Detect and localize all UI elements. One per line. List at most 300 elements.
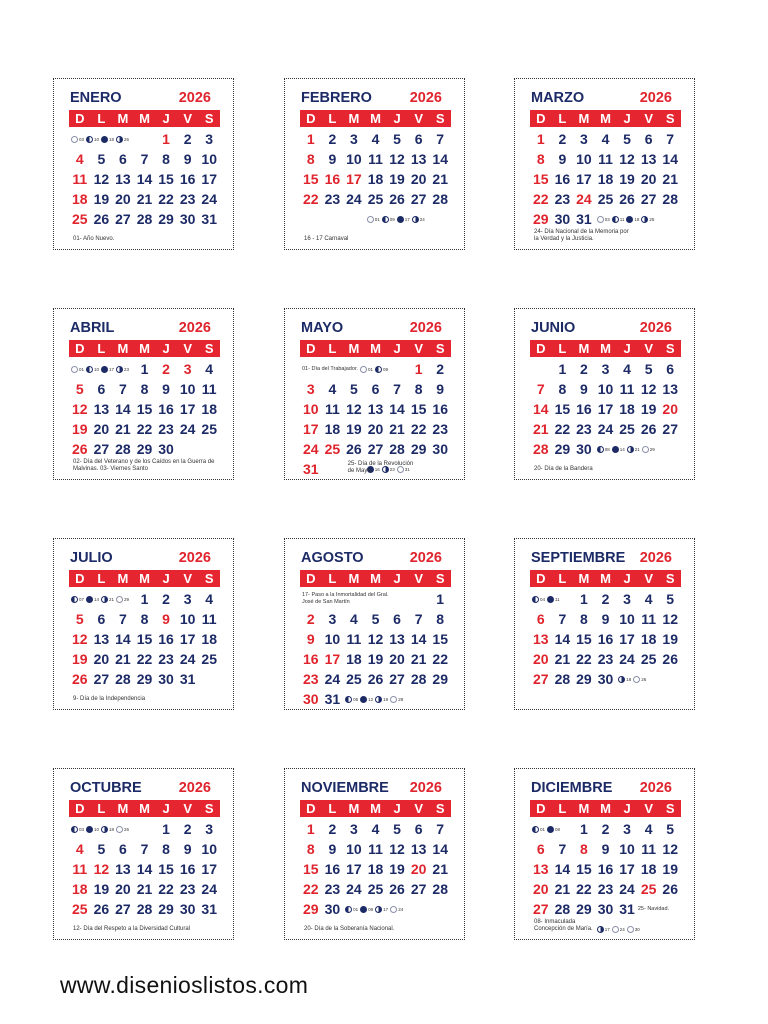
day-cell[interactable]: 10 — [179, 611, 196, 627]
day-cell[interactable]: 24 — [619, 881, 635, 897]
day-cell[interactable]: 10 — [597, 381, 614, 397]
day-cell[interactable]: 17 — [179, 631, 196, 647]
day-cell[interactable]: 9 — [306, 631, 315, 647]
day-cell[interactable]: 6 — [414, 131, 423, 147]
day-cell[interactable]: 20 — [662, 401, 678, 417]
day-cell[interactable]: 15 — [302, 861, 319, 877]
day-cell[interactable]: 20 — [532, 651, 549, 667]
day-cell[interactable]: 5 — [666, 591, 675, 607]
day-cell[interactable]: 17 — [619, 631, 635, 647]
day-cell[interactable]: 22 — [158, 881, 174, 897]
day-cell[interactable]: 16 — [158, 401, 174, 417]
day-cell[interactable]: 11 — [201, 381, 217, 397]
day-cell[interactable]: 22 — [554, 421, 571, 437]
day-cell[interactable]: 24 — [179, 421, 196, 437]
day-cell[interactable]: 23 — [597, 651, 614, 667]
day-cell[interactable]: 14 — [532, 401, 549, 417]
day-cell[interactable]: 31 — [201, 211, 217, 227]
day-cell[interactable]: 21 — [389, 421, 405, 437]
day-cell[interactable]: 16 — [158, 631, 174, 647]
day-cell[interactable]: 20 — [93, 651, 110, 667]
day-cell[interactable]: 15 — [158, 171, 174, 187]
day-cell[interactable]: 19 — [389, 861, 405, 877]
day-cell[interactable]: 13 — [410, 841, 427, 857]
day-cell[interactable]: 19 — [619, 171, 635, 187]
day-cell[interactable]: 16 — [302, 651, 319, 667]
day-cell[interactable]: 7 — [119, 381, 127, 397]
day-cell[interactable]: 5 — [97, 841, 106, 857]
day-cell[interactable]: 7 — [393, 381, 401, 397]
day-cell[interactable]: 1 — [436, 591, 445, 607]
day-cell[interactable]: 15 — [158, 861, 174, 877]
day-cell[interactable]: 6 — [393, 611, 401, 627]
day-cell[interactable]: 29 — [410, 441, 427, 457]
day-cell[interactable]: 17 — [201, 171, 217, 187]
day-cell[interactable]: 11 — [72, 171, 88, 187]
day-cell[interactable]: 30 — [554, 211, 571, 227]
day-cell[interactable]: 10 — [201, 841, 217, 857]
day-cell[interactable]: 25 — [201, 651, 217, 667]
day-cell[interactable]: 7 — [558, 611, 567, 627]
day-cell[interactable]: 13 — [389, 631, 405, 647]
day-cell[interactable]: 10 — [201, 151, 217, 167]
day-cell[interactable]: 1 — [580, 591, 588, 607]
day-cell[interactable]: 1 — [414, 361, 423, 377]
day-cell[interactable]: 12 — [71, 631, 88, 647]
day-cell[interactable]: 8 — [580, 841, 588, 857]
day-cell[interactable]: 29 — [576, 671, 592, 687]
day-cell[interactable]: 16 — [324, 171, 341, 187]
day-cell[interactable]: 11 — [201, 611, 217, 627]
day-cell[interactable]: 14 — [136, 861, 153, 877]
day-cell[interactable]: 12 — [93, 861, 110, 877]
day-cell[interactable]: 5 — [75, 611, 84, 627]
day-cell[interactable]: 25 — [619, 421, 635, 437]
day-cell[interactable]: 21 — [432, 861, 448, 877]
day-cell[interactable]: 11 — [72, 861, 88, 877]
day-cell[interactable]: 9 — [558, 151, 567, 167]
day-cell[interactable]: 26 — [346, 441, 362, 457]
day-cell[interactable]: 10 — [346, 841, 362, 857]
day-cell[interactable]: 27 — [532, 671, 549, 687]
day-cell[interactable]: 26 — [389, 881, 405, 897]
day-cell[interactable]: 15 — [576, 631, 592, 647]
day-cell[interactable]: 2 — [328, 821, 337, 837]
day-cell[interactable]: 30 — [432, 441, 448, 457]
day-cell[interactable]: 6 — [371, 381, 380, 397]
day-cell[interactable]: 3 — [183, 361, 192, 377]
day-cell[interactable]: 19 — [93, 191, 110, 207]
day-cell[interactable]: 25 — [71, 211, 88, 227]
day-cell[interactable]: 28 — [389, 441, 405, 457]
day-cell[interactable]: 21 — [115, 651, 131, 667]
day-cell[interactable]: 17 — [597, 401, 614, 417]
day-cell[interactable]: 29 — [554, 441, 571, 457]
day-cell[interactable]: 26 — [389, 191, 405, 207]
day-cell[interactable]: 2 — [601, 821, 610, 837]
day-cell[interactable]: 5 — [393, 821, 401, 837]
day-cell[interactable]: 20 — [367, 421, 384, 437]
day-cell[interactable]: 5 — [666, 821, 675, 837]
day-cell[interactable]: 12 — [640, 381, 657, 397]
day-cell[interactable]: 7 — [140, 841, 149, 857]
day-cell[interactable]: 4 — [205, 591, 214, 607]
day-cell[interactable]: 18 — [619, 401, 635, 417]
day-cell[interactable]: 18 — [324, 421, 341, 437]
day-cell[interactable]: 12 — [389, 841, 405, 857]
day-cell[interactable]: 8 — [306, 841, 315, 857]
day-cell[interactable]: 1 — [306, 131, 315, 147]
day-cell[interactable]: 2 — [183, 821, 192, 837]
day-cell[interactable]: 5 — [644, 361, 653, 377]
day-cell[interactable]: 4 — [644, 821, 653, 837]
day-cell[interactable]: 6 — [97, 611, 106, 627]
day-cell[interactable]: 21 — [115, 421, 131, 437]
day-cell[interactable]: 2 — [162, 591, 170, 607]
day-cell[interactable]: 18 — [201, 401, 217, 417]
day-cell[interactable]: 15 — [576, 861, 592, 877]
day-cell[interactable]: 27 — [93, 671, 110, 687]
day-cell[interactable]: 4 — [623, 361, 631, 377]
day-cell[interactable]: 26 — [71, 441, 88, 457]
day-cell[interactable]: 24 — [576, 191, 592, 207]
day-cell[interactable]: 4 — [371, 131, 380, 147]
day-cell[interactable]: 6 — [414, 821, 423, 837]
day-cell[interactable]: 19 — [71, 421, 88, 437]
day-cell[interactable]: 3 — [328, 611, 337, 627]
day-cell[interactable]: 25 — [71, 901, 88, 917]
day-cell[interactable]: 27 — [115, 211, 131, 227]
day-cell[interactable]: 3 — [601, 361, 610, 377]
day-cell[interactable]: 3 — [350, 131, 358, 147]
day-cell[interactable]: 27 — [410, 191, 427, 207]
day-cell[interactable]: 11 — [324, 401, 340, 417]
day-cell[interactable]: 10 — [179, 381, 196, 397]
day-cell[interactable]: 18 — [640, 631, 657, 647]
day-cell[interactable]: 13 — [115, 171, 131, 187]
day-cell[interactable]: 9 — [601, 841, 610, 857]
day-cell[interactable]: 3 — [350, 821, 358, 837]
day-cell[interactable]: 6 — [536, 841, 545, 857]
day-cell[interactable]: 17 — [346, 861, 362, 877]
day-cell[interactable]: 21 — [136, 191, 153, 207]
day-cell[interactable]: 4 — [350, 611, 358, 627]
day-cell[interactable]: 26 — [93, 901, 110, 917]
day-cell[interactable]: 21 — [662, 171, 678, 187]
day-cell[interactable]: 30 — [179, 211, 196, 227]
day-cell[interactable]: 30 — [324, 901, 341, 917]
day-cell[interactable]: 3 — [306, 381, 315, 397]
day-cell[interactable]: 25 — [367, 191, 384, 207]
day-cell[interactable]: 2 — [580, 361, 588, 377]
day-cell[interactable]: 30 — [302, 691, 319, 707]
day-cell[interactable]: 13 — [532, 631, 549, 647]
day-cell[interactable]: 16 — [432, 401, 448, 417]
day-cell[interactable]: 1 — [580, 821, 588, 837]
day-cell[interactable]: 14 — [115, 401, 131, 417]
day-cell[interactable]: 18 — [367, 171, 384, 187]
day-cell[interactable]: 24 — [324, 671, 341, 687]
day-cell[interactable]: 23 — [302, 671, 319, 687]
day-cell[interactable]: 30 — [179, 901, 196, 917]
day-cell[interactable]: 6 — [119, 151, 127, 167]
day-cell[interactable]: 4 — [644, 591, 653, 607]
day-cell[interactable]: 31 — [302, 461, 319, 477]
day-cell[interactable]: 17 — [179, 401, 196, 417]
day-cell[interactable]: 23 — [597, 881, 614, 897]
day-cell[interactable]: 23 — [324, 191, 341, 207]
day-cell[interactable]: 8 — [436, 611, 445, 627]
day-cell[interactable]: 1 — [140, 361, 149, 377]
day-cell[interactable]: 16 — [179, 171, 196, 187]
day-cell[interactable]: 18 — [597, 171, 614, 187]
day-cell[interactable]: 19 — [367, 651, 384, 667]
day-cell[interactable]: 11 — [641, 611, 657, 627]
day-cell[interactable]: 14 — [554, 861, 571, 877]
day-cell[interactable]: 22 — [410, 421, 427, 437]
day-cell[interactable]: 27 — [115, 901, 131, 917]
day-cell[interactable]: 19 — [662, 631, 678, 647]
day-cell[interactable]: 4 — [328, 381, 337, 397]
day-cell[interactable]: 20 — [410, 171, 427, 187]
day-cell[interactable]: 22 — [576, 881, 592, 897]
day-cell[interactable]: 19 — [93, 881, 110, 897]
day-cell[interactable]: 27 — [389, 671, 405, 687]
day-cell[interactable]: 30 — [158, 441, 174, 457]
day-cell[interactable]: 5 — [97, 151, 106, 167]
day-cell[interactable]: 10 — [576, 151, 592, 167]
day-cell[interactable]: 22 — [576, 651, 592, 667]
day-cell[interactable]: 21 — [432, 171, 448, 187]
day-cell[interactable]: 5 — [393, 131, 401, 147]
day-cell[interactable]: 21 — [554, 651, 571, 667]
day-cell[interactable]: 18 — [71, 881, 88, 897]
day-cell[interactable]: 24 — [597, 421, 614, 437]
day-cell[interactable]: 6 — [97, 381, 106, 397]
day-cell[interactable]: 5 — [371, 611, 380, 627]
day-cell[interactable]: 16 — [576, 401, 592, 417]
day-cell[interactable]: 21 — [410, 651, 427, 667]
day-cell[interactable]: 10 — [324, 631, 341, 647]
day-cell[interactable]: 23 — [179, 881, 196, 897]
day-cell[interactable]: 7 — [666, 131, 675, 147]
day-cell[interactable]: 13 — [532, 861, 549, 877]
day-cell[interactable]: 30 — [576, 441, 592, 457]
day-cell[interactable]: 6 — [644, 131, 653, 147]
day-cell[interactable]: 12 — [662, 841, 678, 857]
day-cell[interactable]: 13 — [640, 151, 657, 167]
day-cell[interactable]: 4 — [601, 131, 610, 147]
day-cell[interactable]: 14 — [432, 151, 448, 167]
day-cell[interactable]: 4 — [75, 151, 84, 167]
day-cell[interactable]: 2 — [328, 131, 337, 147]
day-cell[interactable]: 26 — [640, 421, 657, 437]
day-cell[interactable]: 22 — [432, 651, 448, 667]
day-cell[interactable]: 3 — [183, 591, 192, 607]
day-cell[interactable]: 5 — [75, 381, 84, 397]
day-cell[interactable]: 28 — [432, 881, 448, 897]
day-cell[interactable]: 28 — [136, 901, 153, 917]
day-cell[interactable]: 27 — [367, 441, 384, 457]
day-cell[interactable]: 26 — [619, 191, 635, 207]
day-cell[interactable]: 23 — [179, 191, 196, 207]
day-cell[interactable]: 27 — [410, 881, 427, 897]
day-cell[interactable]: 1 — [558, 361, 567, 377]
day-cell[interactable]: 24 — [201, 881, 217, 897]
day-cell[interactable]: 15 — [136, 631, 153, 647]
day-cell[interactable]: 1 — [162, 131, 170, 147]
day-cell[interactable]: 9 — [162, 381, 170, 397]
day-cell[interactable]: 8 — [306, 151, 315, 167]
day-cell[interactable]: 21 — [554, 881, 571, 897]
day-cell[interactable]: 27 — [93, 441, 110, 457]
day-cell[interactable]: 26 — [93, 211, 110, 227]
day-cell[interactable]: 10 — [619, 611, 635, 627]
day-cell[interactable]: 24 — [346, 881, 362, 897]
day-cell[interactable]: 12 — [662, 611, 678, 627]
day-cell[interactable]: 28 — [115, 671, 131, 687]
day-cell[interactable]: 22 — [136, 651, 153, 667]
day-cell[interactable]: 29 — [532, 211, 549, 227]
day-cell[interactable]: 12 — [619, 151, 635, 167]
day-cell[interactable]: 18 — [71, 191, 88, 207]
day-cell[interactable]: 28 — [662, 191, 678, 207]
day-cell[interactable]: 19 — [346, 421, 362, 437]
day-cell[interactable]: 29 — [158, 901, 174, 917]
day-cell[interactable]: 20 — [640, 171, 657, 187]
day-cell[interactable]: 16 — [597, 631, 614, 647]
day-cell[interactable]: 14 — [432, 841, 448, 857]
day-cell[interactable]: 16 — [324, 861, 341, 877]
day-cell[interactable]: 29 — [576, 901, 592, 917]
day-cell[interactable]: 13 — [367, 401, 384, 417]
day-cell[interactable]: 23 — [158, 651, 174, 667]
day-cell[interactable]: 4 — [75, 841, 84, 857]
day-cell[interactable]: 12 — [93, 171, 110, 187]
day-cell[interactable]: 15 — [410, 401, 427, 417]
day-cell[interactable]: 15 — [532, 171, 549, 187]
day-cell[interactable]: 9 — [183, 151, 192, 167]
day-cell[interactable]: 3 — [205, 821, 214, 837]
day-cell[interactable]: 5 — [623, 131, 631, 147]
day-cell[interactable]: 16 — [179, 861, 196, 877]
day-cell[interactable]: 1 — [306, 821, 315, 837]
day-cell[interactable]: 12 — [346, 401, 362, 417]
day-cell[interactable]: 2 — [558, 131, 567, 147]
day-cell[interactable]: 17 — [619, 861, 635, 877]
day-cell[interactable]: 15 — [432, 631, 448, 647]
day-cell[interactable]: 7 — [414, 611, 423, 627]
day-cell[interactable]: 31 — [179, 671, 196, 687]
day-cell[interactable]: 29 — [302, 901, 319, 917]
day-cell[interactable]: 11 — [346, 631, 362, 647]
day-cell[interactable]: 6 — [119, 841, 127, 857]
day-cell[interactable]: 28 — [136, 211, 153, 227]
day-cell[interactable]: 7 — [536, 381, 545, 397]
day-cell[interactable]: 17 — [201, 861, 217, 877]
day-cell[interactable]: 19 — [662, 861, 678, 877]
day-cell[interactable]: 27 — [640, 191, 657, 207]
day-cell[interactable]: 11 — [598, 151, 613, 167]
day-cell[interactable]: 27 — [662, 421, 678, 437]
day-cell[interactable]: 11 — [619, 381, 635, 397]
day-cell[interactable]: 29 — [136, 441, 153, 457]
day-cell[interactable]: 22 — [302, 191, 319, 207]
day-cell[interactable]: 13 — [410, 151, 427, 167]
day-cell[interactable]: 29 — [158, 211, 174, 227]
day-cell[interactable]: 6 — [666, 361, 675, 377]
day-cell[interactable]: 23 — [432, 421, 448, 437]
day-cell[interactable]: 24 — [179, 651, 196, 667]
day-cell[interactable]: 14 — [136, 171, 153, 187]
day-cell[interactable]: 28 — [432, 191, 448, 207]
day-cell[interactable]: 8 — [140, 381, 149, 397]
day-cell[interactable]: 7 — [558, 841, 567, 857]
day-cell[interactable]: 18 — [201, 631, 217, 647]
day-cell[interactable]: 9 — [436, 381, 445, 397]
day-cell[interactable]: 2 — [601, 591, 610, 607]
day-cell[interactable]: 8 — [162, 151, 170, 167]
day-cell[interactable]: 31 — [324, 691, 341, 707]
day-cell[interactable]: 30 — [597, 671, 614, 687]
day-cell[interactable]: 8 — [536, 151, 545, 167]
day-cell[interactable]: 25 — [597, 191, 614, 207]
day-cell[interactable]: 13 — [662, 381, 678, 397]
day-cell[interactable]: 22 — [302, 881, 319, 897]
day-cell[interactable]: 23 — [158, 421, 174, 437]
day-cell[interactable]: 30 — [158, 671, 174, 687]
day-cell[interactable]: 3 — [205, 131, 214, 147]
day-cell[interactable]: 31 — [576, 211, 592, 227]
day-cell[interactable]: 13 — [93, 401, 110, 417]
day-cell[interactable]: 8 — [140, 611, 149, 627]
day-cell[interactable]: 24 — [346, 191, 362, 207]
day-cell[interactable]: 25 — [201, 421, 217, 437]
day-cell[interactable]: 3 — [580, 131, 588, 147]
day-cell[interactable]: 17 — [346, 171, 362, 187]
day-cell[interactable]: 21 — [136, 881, 153, 897]
day-cell[interactable]: 14 — [662, 151, 678, 167]
day-cell[interactable]: 22 — [158, 191, 174, 207]
day-cell[interactable]: 14 — [115, 631, 131, 647]
day-cell[interactable]: 20 — [389, 651, 405, 667]
day-cell[interactable]: 18 — [346, 651, 362, 667]
day-cell[interactable]: 8 — [558, 381, 567, 397]
day-cell[interactable]: 25 — [346, 671, 362, 687]
day-cell[interactable]: 25 — [640, 881, 657, 897]
day-cell[interactable]: 13 — [93, 631, 110, 647]
day-cell[interactable]: 9 — [328, 841, 337, 857]
day-cell[interactable]: 8 — [162, 841, 170, 857]
day-cell[interactable]: 16 — [554, 171, 571, 187]
day-cell[interactable]: 19 — [71, 651, 88, 667]
day-cell[interactable]: 17 — [324, 651, 341, 667]
day-cell[interactable]: 17 — [576, 171, 592, 187]
day-cell[interactable]: 28 — [410, 671, 427, 687]
day-cell[interactable]: 25 — [640, 651, 657, 667]
day-cell[interactable]: 28 — [554, 671, 571, 687]
day-cell[interactable]: 16 — [597, 861, 614, 877]
day-cell[interactable]: 11 — [641, 841, 657, 857]
day-cell[interactable]: 17 — [302, 421, 319, 437]
day-cell[interactable]: 26 — [662, 881, 678, 897]
day-cell[interactable]: 22 — [136, 421, 153, 437]
day-cell[interactable]: 12 — [71, 401, 88, 417]
day-cell[interactable]: 27 — [532, 901, 549, 917]
day-cell[interactable]: 23 — [576, 421, 592, 437]
day-cell[interactable]: 14 — [554, 631, 571, 647]
day-cell[interactable]: 26 — [662, 651, 678, 667]
